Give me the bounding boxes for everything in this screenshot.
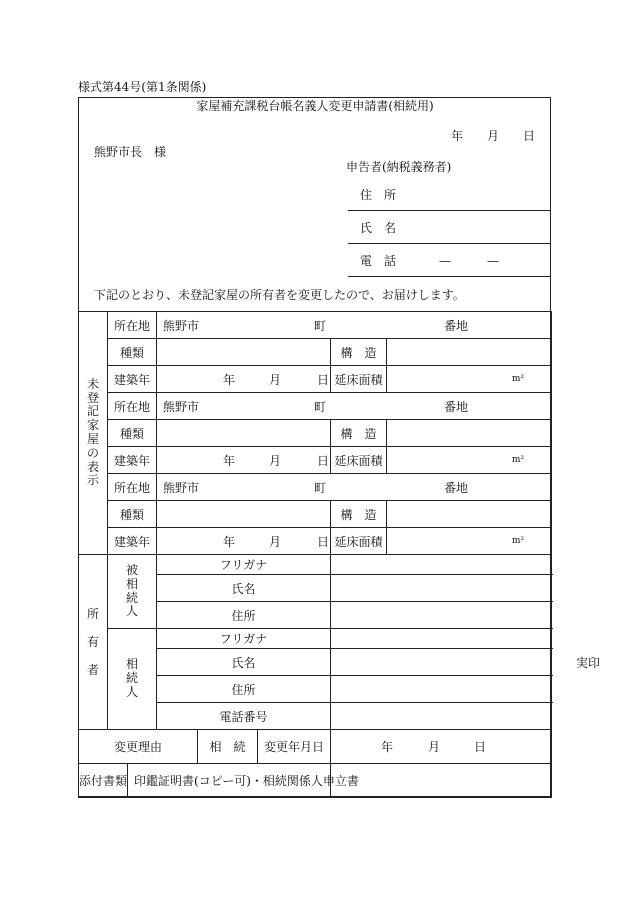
applicant-phone-label: 電 話 (360, 254, 397, 268)
heir-furigana-row (79, 629, 552, 649)
form-title: 家屋補充課税台帳名義人変更申請書(相続用) (196, 99, 434, 113)
date-month: 月 (487, 129, 500, 143)
type-field[interactable] (157, 501, 331, 528)
heir-name-field[interactable] (331, 649, 601, 676)
applicant-name-line (348, 243, 551, 244)
floor-area-unit: m² (511, 536, 525, 546)
vertical-char: 相 (125, 657, 138, 672)
location-field[interactable] (157, 312, 552, 339)
floor-area-label: 延床面積 (331, 366, 387, 393)
decedent-address-label: 住所 (157, 602, 331, 629)
floor-area-field[interactable] (387, 366, 552, 393)
applicant-address-label: 住 所 (360, 188, 397, 202)
structure-field[interactable] (387, 420, 552, 447)
addressee: 熊野市長 様 (94, 145, 167, 159)
applicant-name-label: 氏 名 (360, 221, 397, 235)
house-type-row (79, 420, 552, 447)
location-lot: 番地 (444, 319, 469, 333)
floor-area-label: 延床面積 (331, 447, 387, 474)
decedent-furigana-label: フリガナ (157, 555, 331, 575)
floor-area-unit: m² (511, 374, 525, 384)
vertical-char: 続 (125, 590, 138, 605)
change-month: 月 (428, 740, 441, 754)
location-city: 熊野市 (163, 400, 200, 414)
built-year: 年 (223, 373, 236, 387)
built-month: 月 (269, 535, 282, 549)
change-cells (79, 730, 331, 764)
vertical-char: 登 (86, 390, 99, 405)
house-section-label (79, 312, 108, 555)
structure-label: 構 造 (331, 339, 387, 366)
vertical-char: 屋 (86, 432, 99, 446)
built-label: 建築年 (108, 528, 157, 555)
form-number: 様式第44号(第1条関係) (78, 80, 207, 94)
applicant-address-line (348, 210, 551, 211)
house-built-row (79, 447, 552, 474)
floor-area-field[interactable] (387, 528, 552, 555)
change-reason-value[interactable]: 相 続 (198, 730, 258, 763)
attachments-spill (331, 764, 552, 798)
decedent-label (108, 555, 157, 629)
type-label: 種類 (108, 339, 157, 366)
location-field[interactable] (157, 393, 552, 420)
built-label: 建築年 (108, 366, 157, 393)
change-date-label: 変更年月日 (263, 740, 324, 754)
vertical-char: 有 (86, 634, 99, 649)
type-field[interactable] (157, 339, 331, 366)
change-row (79, 730, 552, 764)
vertical-char: 所 (86, 606, 99, 621)
structure-label: 構 造 (331, 420, 387, 447)
heir-address-label: 住所 (157, 676, 331, 703)
house-type-row (79, 501, 552, 528)
vertical-char: 相 (125, 576, 138, 591)
built-label: 建築年 (108, 447, 157, 474)
structure-field[interactable] (387, 339, 552, 366)
location-city: 熊野市 (163, 481, 200, 495)
built-date-field[interactable] (157, 447, 331, 474)
built-month: 月 (269, 454, 282, 468)
change-day: 日 (474, 740, 487, 754)
house-built-row (79, 366, 552, 393)
type-field[interactable] (157, 420, 331, 447)
heir-name-label: 氏名 (157, 649, 331, 676)
decedent-name-field[interactable] (331, 575, 552, 602)
location-town: 町 (314, 319, 327, 333)
house-location-row (79, 312, 552, 339)
change-date-field[interactable] (331, 730, 552, 764)
floor-area-label: 延床面積 (331, 528, 387, 555)
decedent-furigana-row (79, 555, 552, 575)
structure-field[interactable] (387, 501, 552, 528)
house-built-row (79, 528, 552, 555)
heir-label (108, 629, 157, 730)
change-reason-label: 変更理由 (79, 730, 198, 763)
vertical-char: 人 (125, 684, 138, 699)
vertical-char: 未 (86, 376, 99, 391)
vertical-char: 人 (125, 604, 138, 619)
location-city: 熊野市 (163, 319, 200, 333)
vertical-char: の (86, 445, 99, 460)
location-town: 町 (314, 481, 327, 495)
built-year: 年 (223, 454, 236, 468)
decedent-name-label: 氏名 (157, 575, 331, 602)
vertical-char: 表 (86, 459, 99, 474)
attachments-row (79, 764, 552, 798)
vertical-char: 示 (86, 473, 99, 488)
built-date-field[interactable] (157, 366, 331, 393)
type-label: 種類 (108, 501, 157, 528)
heir-furigana-label: フリガナ (157, 629, 331, 649)
house-location-row (79, 393, 552, 420)
location-lot: 番地 (444, 481, 469, 495)
applicant-heading: 申告者(納税義務者) (346, 160, 452, 174)
location-field[interactable] (157, 474, 552, 501)
heir-seal-mark: 実印 (576, 656, 601, 670)
vertical-char: 者 (86, 663, 99, 678)
owner-section-label (79, 555, 108, 730)
decedent-address-field[interactable] (331, 602, 552, 629)
heir-phone-field[interactable] (331, 703, 552, 730)
applicant-phone-line (348, 276, 551, 277)
vertical-char: 記 (86, 404, 99, 419)
house-type-row (79, 339, 552, 366)
vertical-char: 続 (125, 671, 138, 686)
applicant-phone-field[interactable]: — — (439, 254, 500, 268)
built-month: 月 (269, 373, 282, 387)
built-year: 年 (223, 535, 236, 549)
built-day: 日 (317, 535, 330, 549)
built-day: 日 (317, 373, 330, 387)
floor-area-field[interactable] (387, 447, 552, 474)
change-year: 年 (381, 740, 394, 754)
built-day: 日 (317, 454, 330, 468)
heir-phone-label: 電話番号 (157, 703, 331, 730)
date-year: 年 (451, 129, 464, 143)
form-table (78, 311, 601, 798)
attachments-cells (79, 764, 359, 798)
house-location-row (79, 474, 552, 501)
built-date-field[interactable] (157, 528, 331, 555)
type-label: 種類 (108, 420, 157, 447)
heir-furigana-field[interactable] (331, 629, 552, 649)
statement-text: 下記のとおり、未登記家屋の所有者を変更したので、お届けします。 (94, 288, 465, 302)
vertical-char: 被 (125, 562, 138, 577)
heir-address-field[interactable] (331, 676, 552, 703)
location-label: 所在地 (108, 474, 157, 501)
applicant-address-field[interactable] (410, 182, 550, 206)
attachments-label: 添付書類 (79, 764, 128, 797)
date-day: 日 (523, 129, 536, 143)
location-label: 所在地 (108, 312, 157, 339)
attachments-value: 印鑑証明書(コピー可)・相続関係人申立書 (134, 774, 359, 788)
location-label: 所在地 (108, 393, 157, 420)
location-lot: 番地 (444, 400, 469, 414)
structure-label: 構 造 (331, 501, 387, 528)
floor-area-unit: m² (511, 455, 525, 465)
decedent-furigana-field[interactable] (331, 555, 552, 575)
location-town: 町 (314, 400, 327, 414)
vertical-char: 家 (86, 418, 99, 433)
applicant-name-field[interactable] (410, 215, 550, 239)
